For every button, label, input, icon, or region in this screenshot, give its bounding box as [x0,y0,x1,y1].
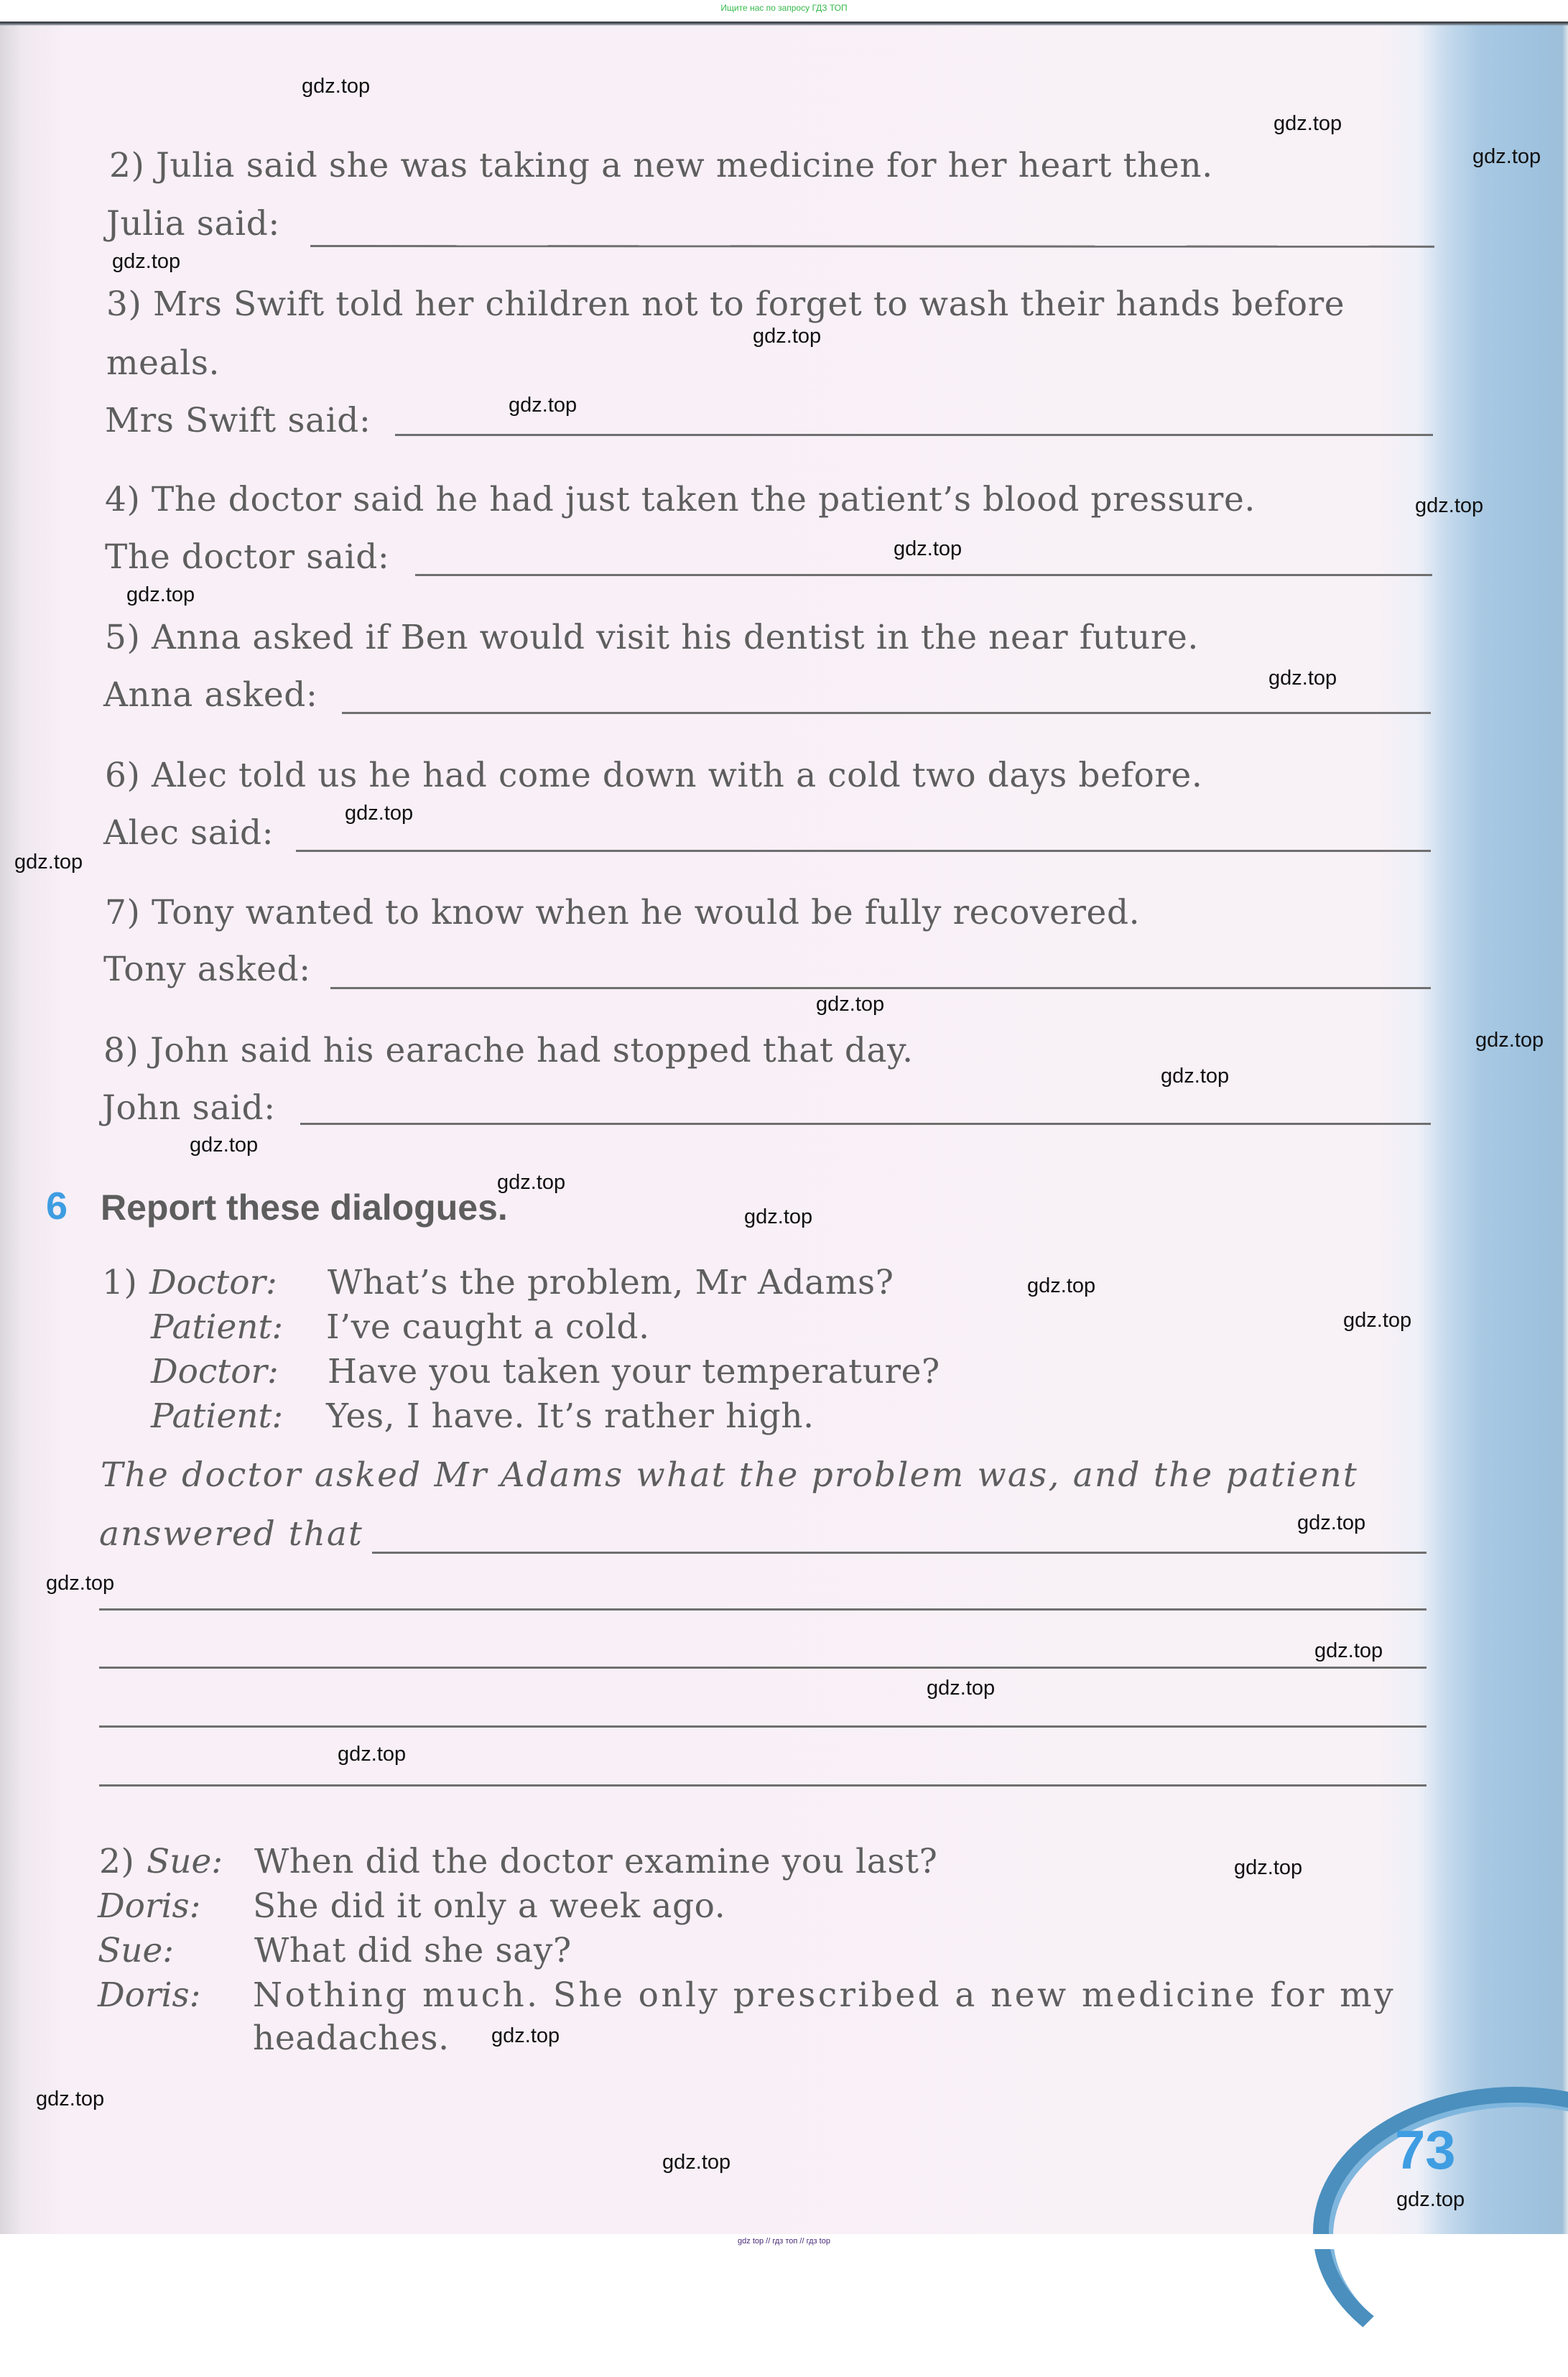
dialogue-1-line-3: Have you taken your temperature? [328,1352,940,1391]
item-4-sentence: 4) The doctor said he had just taken the patient’s blood pressure. [105,480,1256,519]
answer-line-5[interactable] [342,712,1431,714]
watermark: gdz.top [1415,494,1484,517]
answer-line-dialogue-1-a[interactable] [372,1552,1426,1554]
watermark: gdz.top [662,2151,731,2174]
dialogue-2-speaker-2: Doris: [98,1886,201,1926]
answer-line-3[interactable] [395,434,1433,436]
dialogue-2-label: 2) [99,1842,135,1881]
site-credit-text: gdz top // гдз топ // гдз top [738,2237,830,2246]
watermark: gdz.top [1274,112,1342,135]
item-7-prompt: Tony asked: [103,950,311,989]
example-answer-line-2: answered that [99,1514,363,1554]
search-promo-text: Ищите нас по запросу ГДЗ ТОП [720,3,848,13]
item-5-sentence: 5) Anna asked if Ben would visit his dentist in the near future. [105,618,1199,657]
answer-line-dialogue-1-d[interactable] [99,1725,1426,1728]
watermark: gdz.top [1396,2188,1465,2211]
watermark: gdz.top [126,583,195,606]
dialogue-2-line-2: She did it only a week ago. [253,1886,726,1926]
watermark: gdz.top [1343,1309,1412,1332]
item-2-prompt: Julia said: [106,204,280,244]
top-banner [0,0,1568,22]
dialogue-2-line-1: When did the doctor examine you last? [254,1842,938,1881]
item-3-sentence-line2: meals. [106,343,221,383]
dialogue-2-speaker-1: Sue: [147,1842,223,1881]
watermark: gdz.top [894,537,962,560]
page-edge-shadow [0,22,1568,26]
item-6-prompt: Alec said: [103,813,274,853]
item-4-prompt: The doctor said: [105,537,390,577]
watermark: gdz.top [927,1677,996,1700]
answer-line-7[interactable] [330,987,1431,989]
watermark: gdz.top [1314,1639,1383,1662]
dialogue-1-speaker-1: Doctor: [149,1263,277,1302]
dialogue-2-speaker-4: Doris: [98,1975,201,2015]
watermark: gdz.top [338,1743,407,1766]
dialogue-2-line-4: Nothing much. She only prescribed a new medicine for my [253,1975,1396,2015]
answer-line-dialogue-1-b[interactable] [99,1608,1426,1611]
item-2-sentence: 2) Julia said she was taking a new medicine for her heart then. [109,146,1213,185]
exercise-title: Report these dialogues. [101,1187,508,1228]
watermark: gdz.top [1234,1856,1303,1879]
item-5-prompt: Anna asked: [103,675,318,715]
item-3-prompt: Mrs Swift said: [105,401,371,440]
watermark: gdz.top [190,1134,259,1157]
dialogue-1-label: 1) [102,1263,138,1302]
dialogue-1-speaker-3: Doctor: [151,1352,279,1391]
watermark: gdz.top [816,993,885,1016]
watermark: gdz.top [509,394,577,417]
watermark: gdz.top [1472,145,1541,168]
watermark: gdz.top [491,2024,560,2047]
answer-line-6[interactable] [296,850,1431,852]
item-6-sentence: 6) Alec told us he had come down with a cold two days before. [105,756,1203,795]
watermark: gdz.top [1027,1274,1096,1297]
dialogue-2-speaker-3: Sue: [98,1931,175,1970]
watermark: gdz.top [345,802,414,825]
example-answer-line-1: The doctor asked Mr Adams what the problem was, and the patient [101,1455,1358,1495]
watermark: gdz.top [744,1205,813,1228]
dialogue-2-continuation: headaches. [253,2019,450,2058]
watermark: gdz.top [112,250,181,273]
answer-line-dialogue-1-e[interactable] [99,1784,1426,1787]
watermark: gdz.top [302,75,371,98]
item-8-sentence: 8) John said his earache had stopped that day. [103,1031,914,1070]
dialogue-1-line-2: I’ve caught a cold. [326,1307,650,1347]
item-3-sentence-line1: 3) Mrs Swift told her children not to forget to wash their hands before [106,284,1345,324]
item-7-sentence: 7) Tony wanted to know when he would be fully recovered. [105,893,1141,932]
watermark: gdz.top [753,325,822,348]
dialogue-1-line-4: Yes, I have. It’s rather high. [326,1396,815,1436]
watermark: gdz.top [1297,1511,1366,1534]
watermark: gdz.top [1161,1065,1230,1088]
answer-line-8[interactable] [300,1123,1431,1125]
bottom-banner [0,2234,1568,2249]
watermark: gdz.top [1268,667,1337,690]
watermark: gdz.top [36,2088,105,2110]
page-number: 73 [1395,2120,1456,2181]
watermark: gdz.top [1475,1029,1544,1052]
watermark: gdz.top [46,1572,115,1595]
answer-line-4[interactable] [415,574,1432,576]
answer-line-dialogue-1-c[interactable] [99,1667,1426,1669]
dialogue-1-speaker-4: Patient: [151,1396,284,1436]
exercise-number: 6 [46,1185,68,1228]
dialogue-2-line-3: What did she say? [254,1931,572,1970]
textbook-page [0,22,1568,2234]
dialogue-1-line-1: What’s the problem, Mr Adams? [328,1263,894,1302]
watermark: gdz.top [497,1171,566,1194]
watermark: gdz.top [14,851,83,874]
dialogue-1-speaker-2: Patient: [151,1307,284,1347]
item-8-prompt: John said: [102,1088,276,1128]
